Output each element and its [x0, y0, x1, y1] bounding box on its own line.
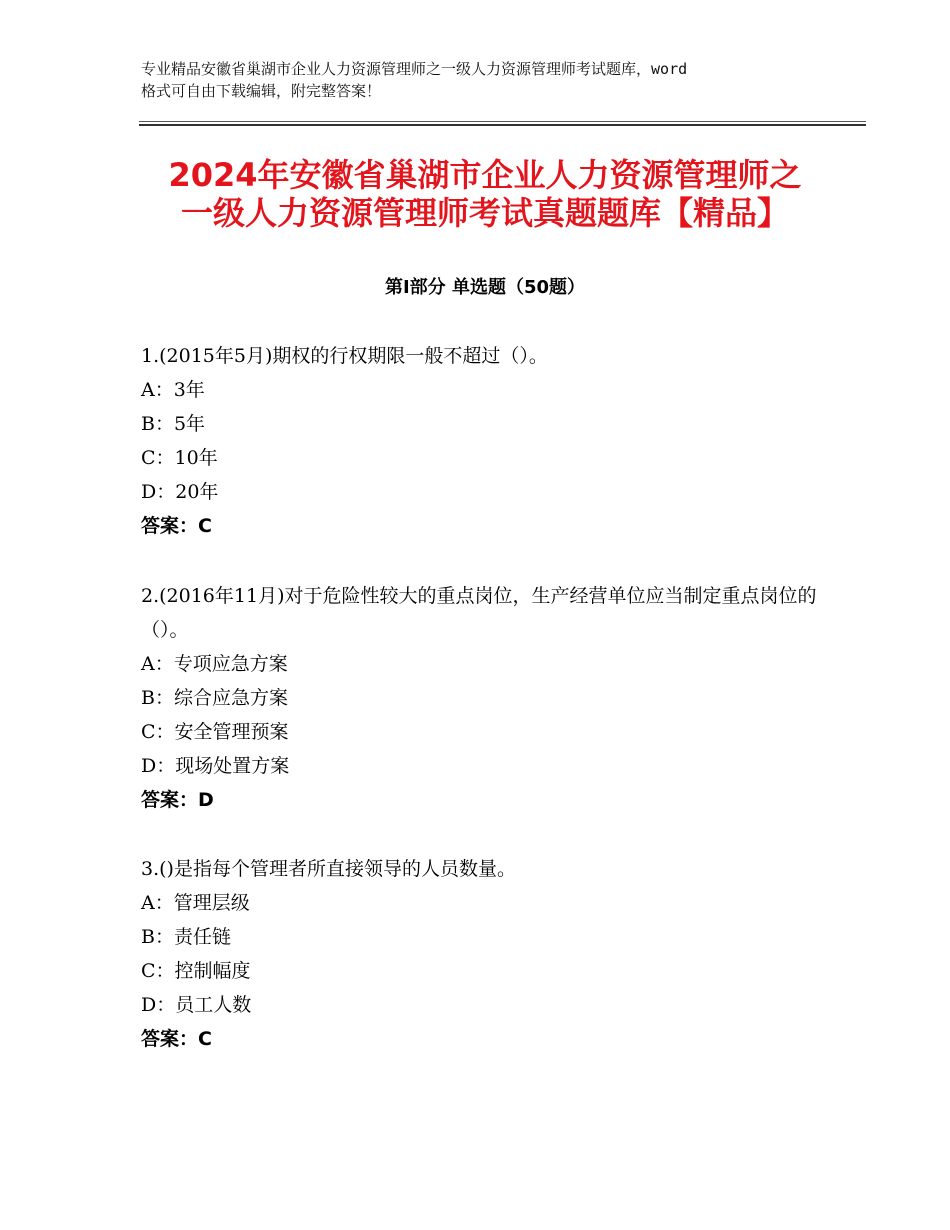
question-2: [141, 579, 821, 817]
question-3: [141, 852, 821, 1056]
document-title-line-2: 一级人力资源管理师考试真题题库【精品】: [180, 194, 789, 232]
option-a: A：3年: [141, 379, 205, 401]
option-a: A：管理层级: [141, 892, 250, 914]
header-note-line-2: 格式可自由下载编辑，附完整答案！: [141, 82, 382, 100]
option-d: D：20年: [141, 481, 219, 503]
option-c: C：控制幅度: [141, 960, 251, 982]
option-b: B：5年: [141, 413, 206, 435]
option-d: D：员工人数: [141, 994, 252, 1016]
option-d: D：现场处置方案: [141, 755, 290, 777]
header-note-line-1: 专业精品安徽省巢湖市企业人力资源管理师之一级人力资源管理师考试题库，word: [141, 60, 688, 78]
header-divider-thin: [139, 121, 866, 122]
answer: 答案：D: [141, 789, 214, 811]
question-1: [141, 339, 821, 543]
answer: 答案：C: [141, 515, 212, 537]
option-b: B：责任链: [141, 926, 231, 948]
option-b: B：综合应急方案: [141, 687, 288, 709]
document-title-line-1: 2024年安徽省巢湖市企业人力资源管理师之: [168, 156, 802, 194]
document-title: [140, 156, 830, 232]
option-a: A：专项应急方案: [141, 653, 288, 675]
header-note: [141, 58, 831, 102]
question-stem: 3.()是指每个管理者所直接领导的人员数量。: [141, 858, 516, 880]
question-stem: 2.(2016年11月)对于危险性较大的重点岗位，生产经营单位应当制定重点岗位的（）。: [141, 585, 817, 641]
option-c: C：10年: [141, 447, 218, 469]
header-divider-thick: [139, 124, 866, 126]
option-c: C：安全管理预案: [141, 721, 289, 743]
answer: 答案：C: [141, 1028, 212, 1050]
question-stem: 1.(2015年5月)期权的行权期限一般不超过（）。: [141, 345, 548, 367]
section-heading: 第Ⅰ部分 单选题（50题）: [384, 277, 585, 298]
